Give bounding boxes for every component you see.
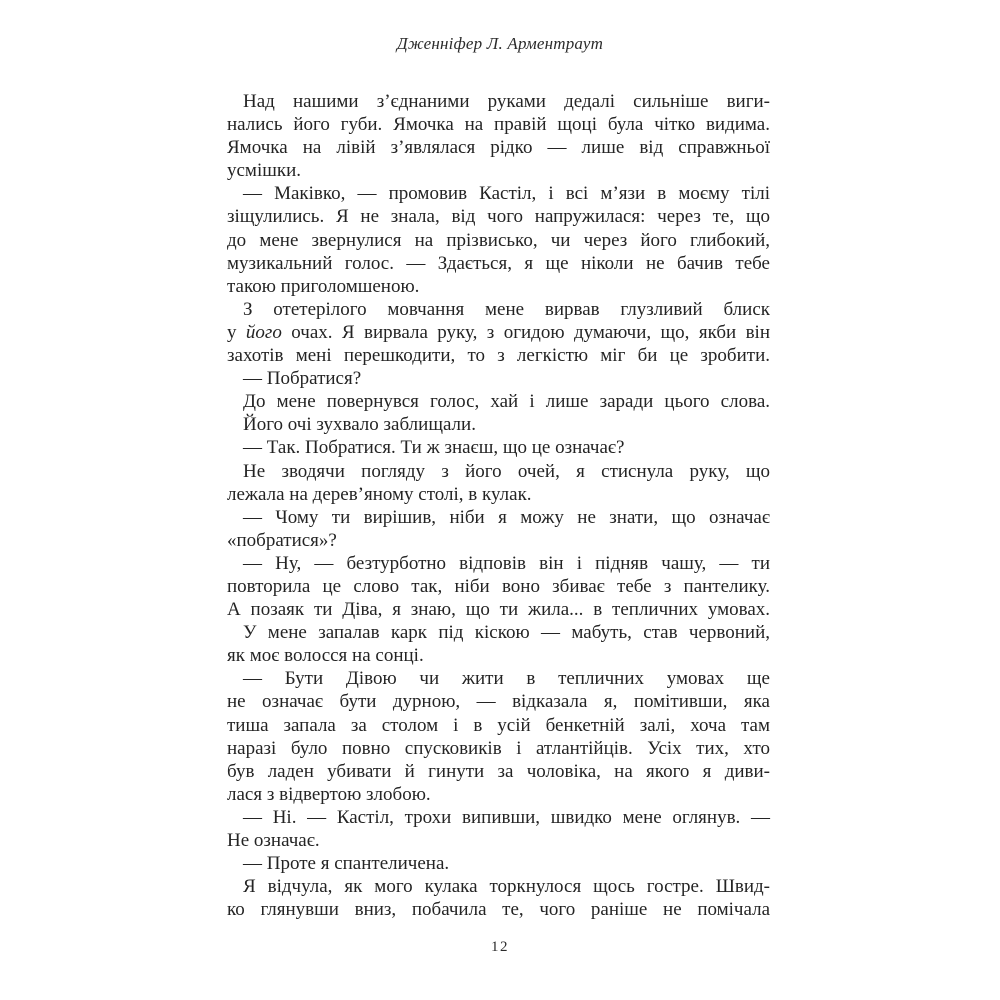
paragraph xyxy=(227,875,770,921)
body-text xyxy=(227,90,770,921)
paragraph xyxy=(227,806,770,852)
text-line: наразі було повно спусковиків і атлантійців. Усіх тих, хто xyxy=(227,737,770,759)
text-line xyxy=(227,321,770,344)
plain-text: у xyxy=(227,321,246,343)
paragraph xyxy=(227,390,770,413)
paragraph xyxy=(227,298,770,367)
text-line: як моє волосся на сонці. xyxy=(227,645,424,667)
text-line: У мене запалав карк під кіскою — мабуть, став червоний, xyxy=(243,622,770,644)
text-line: лежала на дерев’яному столі, в кулак. xyxy=(227,483,532,505)
text-line: Ямочка на лівій з’являлася рідко — лише від справжньої xyxy=(227,137,770,159)
paragraph xyxy=(227,436,770,459)
text-line: Над нашими з’єднаними руками дедалі сильніше виги- xyxy=(243,91,770,112)
text-line: музикальний голос. — Здається, я ще ніколи не бачив тебе xyxy=(227,252,770,274)
text-line: А позаяк ти Діва, я знаю, що ти жила... в тепличних умовах. xyxy=(227,599,770,621)
text-line: був ладен убивати й гинути за чоловіка, на якого я диви- xyxy=(227,760,770,782)
paragraph xyxy=(227,90,770,182)
text-line: зіщулились. Я не знала, від чого напружилася: через те, що xyxy=(227,206,770,228)
text-line: — Побратися? xyxy=(243,368,362,390)
text-line: — Так. Побратися. Ти ж знаєш, що це означає? xyxy=(243,437,625,459)
text-line: До мене повернувся голос, хай і лише заради цього слова. xyxy=(243,391,770,413)
text-line: — Ну, — безтурботно відповів він і підняв чашу, — ти xyxy=(243,552,770,574)
text-line: захотів мені перешкодити, то з легкістю міг би це зробити. xyxy=(227,345,770,367)
running-header-author: Дженніфер Л. Арментраут xyxy=(396,34,604,53)
paragraph xyxy=(227,852,770,875)
text-line: нались його губи. Ямочка на правій щоці була чітко видима. xyxy=(227,114,770,136)
text-line: — Проте я спантеличена. xyxy=(243,853,450,875)
text-line: повторила це слово так, ніби воно збиває тебе з пантелику. xyxy=(227,575,770,597)
text-line: — Бути Дівою чи жити в тепличних умовах ще xyxy=(243,668,770,690)
paragraph xyxy=(227,182,770,297)
plain-text: очах. Я вирвала руку, з огидою думаючи, що, якби він xyxy=(281,321,771,343)
text-line: не означає бути дурною, — відказала я, помітивши, яка xyxy=(227,691,770,713)
text-line: — Маківко, — промовив Кастіл, і всі м’язи в моєму тілі xyxy=(243,183,770,205)
text-line: — Чому ти вирішив, ніби я можу не знати, що означає xyxy=(243,506,770,528)
text-line: лася з відвертою злобою. xyxy=(227,783,431,805)
page-number: 12 xyxy=(491,939,509,955)
text-line: «побратися»? xyxy=(227,529,337,551)
text-line: Його очі зухвало заблищали. xyxy=(243,414,476,436)
paragraph xyxy=(227,621,770,667)
paragraph xyxy=(227,506,770,552)
text-line: Не зводячи погляду з його очей, я стиснула руку, що xyxy=(243,460,770,482)
text-line: З отетерілого мовчання мене вирвав глузливий блиск xyxy=(243,298,770,320)
text-line: до мене звернулися на прізвисько, чи через його глибокий, xyxy=(227,229,770,251)
paragraph xyxy=(227,460,770,506)
paragraph xyxy=(227,667,770,806)
text-line: Не означає. xyxy=(227,830,320,851)
text-line: Я відчула, як мого кулака торкнулося щось гостре. Швид- xyxy=(243,876,770,898)
text-line: усмішки. xyxy=(227,160,302,182)
paragraph xyxy=(227,413,770,436)
text-line: тиша запала за столом і в усій бенкетній залі, хоча там xyxy=(227,714,770,736)
paragraph xyxy=(227,367,770,390)
text-line: ко глянувши вниз, побачила те, чого раніше не помічала xyxy=(227,899,770,921)
paragraph xyxy=(227,552,770,621)
text-line: — Ні. — Кастіл, трохи випивши, швидко мене оглянув. — xyxy=(243,806,770,828)
text-line: такою приголомшеною. xyxy=(227,275,420,297)
italic-text: його xyxy=(245,321,282,343)
